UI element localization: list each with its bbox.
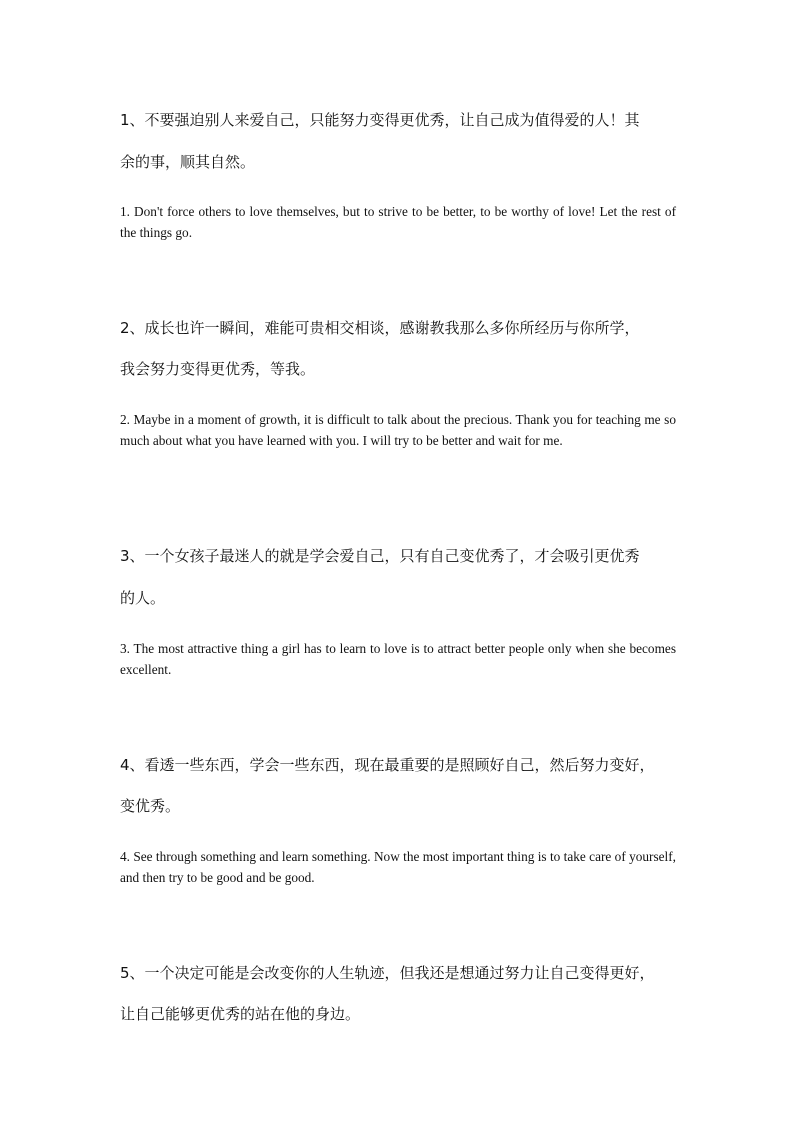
- item-1-english: 1. Don't force others to love themselves, but to strive to be better, to be worthy of love! Let the rest of the things go.: [120, 204, 676, 240]
- item-1-chinese-line-1: 1、不要强迫别人来爱自己，只能努力变得更优秀，让自己成为值得爱的人！其: [120, 111, 640, 129]
- item-4-chinese-line-2: 变优秀。: [120, 797, 181, 815]
- item-4-chinese-line-1: 4、看透一些东西，学会一些东西，现在最重要的是照顾好自己，然后努力变好，: [120, 756, 655, 774]
- item-2-chinese-line-2: 我会努力变得更优秀，等我。: [120, 360, 316, 378]
- item-5-chinese-line-2: 让自己能够更优秀的站在他的身边。: [120, 1005, 361, 1023]
- item-2-english: 2. Maybe in a moment of growth, it is difficult to talk about the precious. Thank you for teaching me so much about what you have learned with you. I will try to be better and wait for me.: [120, 412, 676, 448]
- item-3-chinese-line-2: 的人。: [120, 589, 166, 607]
- item-3-chinese-line-1: 3、一个女孩子最迷人的就是学会爱自己，只有自己变优秀了，才会吸引更优秀: [120, 547, 640, 565]
- item-5-chinese-line-1: 5、一个决定可能是会改变你的人生轨迹，但我还是想通过努力让自己变得更好，: [120, 964, 655, 982]
- item-1-chinese-line-2: 余的事，顺其自然。: [120, 153, 256, 171]
- item-3-english: 3. The most attractive thing a girl has to learn to love is to attract better people only when she becomes excellent.: [120, 641, 676, 677]
- item-4-english: 4. See through something and learn something. Now the most important thing is to take care of yourself, and then try to be good and be good.: [120, 849, 676, 885]
- item-2-chinese-line-1: 2、成长也许一瞬间，难能可贵相交相谈，感谢教我那么多你所经历与你所学，: [120, 319, 640, 337]
